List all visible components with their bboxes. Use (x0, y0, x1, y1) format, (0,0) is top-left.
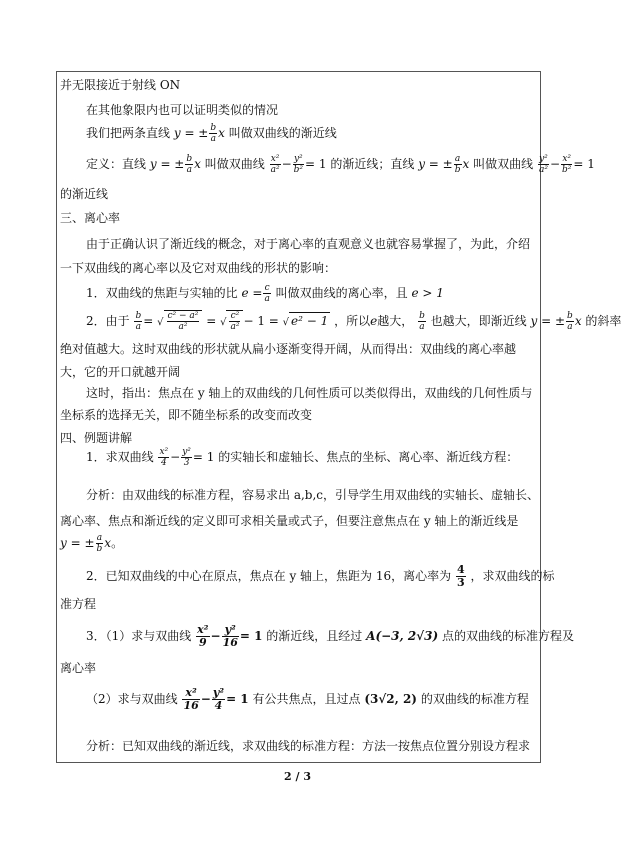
section-heading: 四、例题讲解 (60, 431, 133, 445)
text-line: 这时，指出：焦点在 y 轴上的双曲线的几何性质可以类似得出，双曲线的几何性质与 (86, 386, 533, 400)
text-line: 由于正确认识了渐近线的概念，对于离心率的直观意义也就容易掌握了，为此，介绍 (86, 237, 531, 251)
text-line: 一下双曲线的离心率以及它对双曲线的形状的影响： (60, 261, 337, 275)
example-2: 2．已知双曲线的中心在原点，焦点在 y 轴上，焦距为 16，离心率为 $\frac{4}{3}$ ，求双曲线的标 (86, 563, 555, 589)
asymptote-intro: 我们把两条直线 y = ± $\frac{b}{a}$ x 叫做双曲线的渐近线 (86, 123, 337, 144)
asymptote-definition: 定义：直线 y = ± $\frac{b}{a}$ x 叫做双曲线 $\frac{\text{x²}}{\text{a²}}$ − $\frac{\text{y²}}{\text{b²}}$ = 1 的渐近线；直线 y = ± $\frac{a}{b}$ x 叫做双曲线 $\frac{\text{y²}}{\text{a²}}$ − $\frac{\text{x²}}{\text{b²}}$ = 1 (86, 154, 595, 175)
text-line: 并无限接近于射线 ON (60, 78, 181, 92)
text-line: 大，它的开口就越开阔 (60, 365, 181, 379)
page-number: 2 / 3 (284, 770, 311, 783)
text-line: 在其他象限内也可以证明类似的情况 (86, 103, 279, 117)
text-line: 离心率 (60, 661, 97, 675)
example-3-part-2: （2）求与双曲线 $\frac{\text{x²}}{16}$ − $\frac{\text{y²}}{4}$ = 1 有公共焦点，且过点 (3√2, 2) 的双曲线的标准方程 (86, 686, 529, 712)
text-line: 绝对值越大。这时双曲线的形状就从扁小逐渐变得开阔，从而得出：双曲线的离心率越 (60, 342, 517, 356)
text-line: 离心率、焦点和渐近线的定义即可求相关量或式子，但要注意焦点在 y 轴上的渐近线是 (60, 514, 519, 528)
text-line: 准方程 (60, 597, 97, 611)
text-line: 分析：已知双曲线的渐近线，求双曲线的标准方程：方法一按焦点位置分别设方程求 (86, 739, 531, 753)
asymptote-formula: y = ± $\frac{a}{b}$ x。 (60, 533, 124, 554)
example-1: 1．求双曲线 $\frac{\text{x²}}{4}$ − $\frac{\text{y²}}{3}$ = 1 的实轴长和虚轴长、焦点的坐标、离心率、渐近线方程： (86, 447, 519, 468)
text-line: 的渐近线 (60, 187, 109, 201)
section-heading: 三、离心率 (60, 211, 121, 225)
text-line: 坐标系的选择无关，即不随坐标系的改变而改变 (60, 408, 313, 422)
example-3: 3．（1）求与双曲线 $\frac{\text{x²}}{9}$ − $\frac{\text{y²}}{16}$ = 1 的渐近线，且经过 A(−3, 2√3) 点的双曲线的标准方程及 (86, 623, 574, 649)
eccentricity-definition: 1．双曲线的焦距与实轴的比 e = $\frac{c}{a}$ 叫做双曲线的离心率，且 e > 1 (86, 283, 444, 304)
text-line: 分析：由双曲线的标准方程，容易求出 a,b,c，引导学生用双曲线的实轴长、虚轴长、 (86, 488, 540, 502)
eccentricity-derivation: 2．由于 $\frac{b}{a}$ = √ $\frac{\text{c² − a²}}{\text{a²}}$ = √ $\frac{\text{c²}}{\text{a²}}$ − 1 = √ e² − 1 ，所以e越大， $\frac{b}{a}$ 也越大，即渐近线 y = ± $\frac{b}{a}$ x 的斜率 (86, 311, 621, 332)
